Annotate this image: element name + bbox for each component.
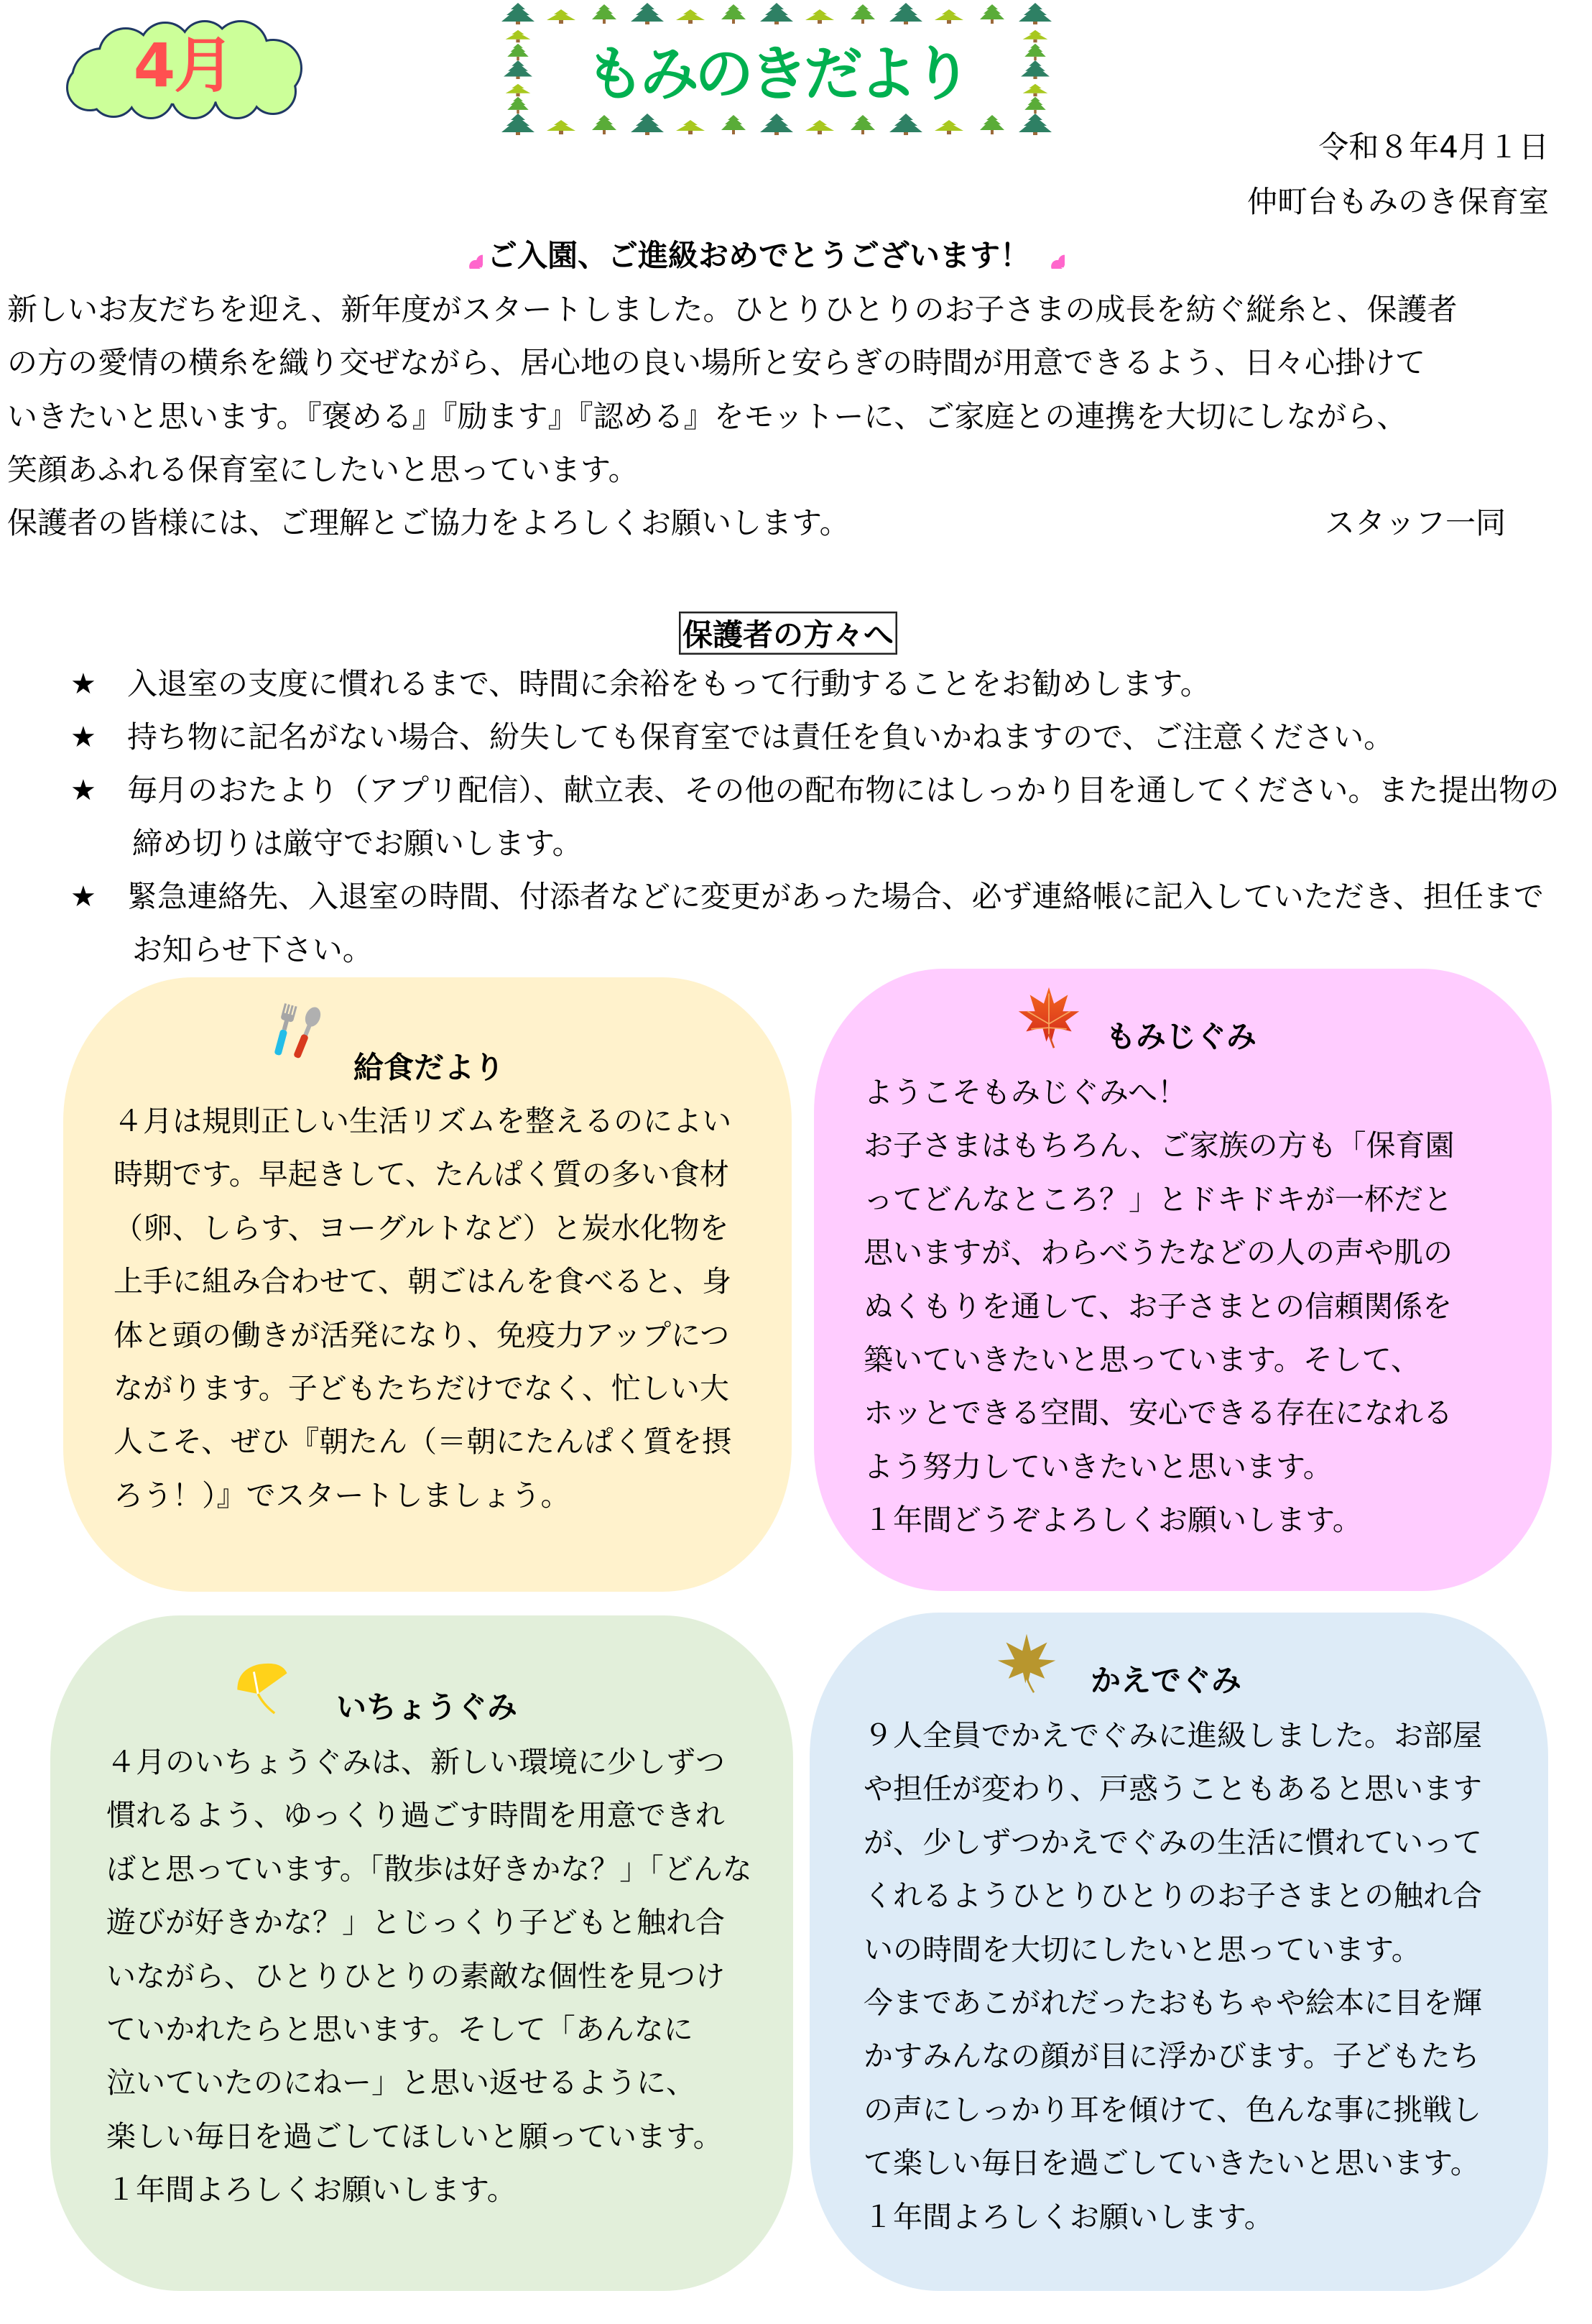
text-line: 思いますが、わらべうたなどの人の声や肌の	[864, 1235, 1453, 1271]
text-line: ようこそもみじぐみへ！	[864, 1075, 1188, 1110]
text-line: くれるようひとりひとりのお子さまとの触れ合	[864, 1878, 1482, 1914]
section-body	[114, 1094, 731, 1522]
section-title: 給食だより	[353, 1050, 505, 1085]
text-line: や担任が変わり、戸惑うこともあると思います	[864, 1771, 1482, 1807]
fork-spoon-icon	[261, 1002, 324, 1066]
text-line: いきたいと思います。『褒める』『励ます』『認める』をモットーに、ご家庭との連携を大切にしながら、	[7, 398, 1407, 434]
text-line: 遊びが好きかな？」とじっくり子どもと触れ合	[106, 1905, 725, 1940]
notice-text: お知らせ下さい。	[132, 932, 373, 967]
text-line: ってどんなところ？」とドキドキが一杯だと	[864, 1181, 1453, 1217]
sakura-flower-icon	[453, 239, 483, 269]
text-line: １年間よろしくお願いします。	[864, 2199, 1274, 2234]
text-line: （卵、しらす、ヨーグルトなど）と炭水化物を	[114, 1210, 729, 1245]
section-body	[106, 1735, 752, 2217]
text-line: １年間よろしくお願いします。	[106, 2172, 517, 2208]
text-line: ９人全員でかえでぐみに進級しました。お部屋	[864, 1718, 1482, 1753]
text-line: ていかれたらと思います。そして「あんなに	[106, 2011, 693, 2047]
date-block	[1247, 121, 1549, 230]
text-line: かすみんなの顔が目に浮かびます。子どもたち	[864, 2039, 1480, 2074]
section-icho	[50, 1615, 793, 2291]
text-line: 今まであこがれだったおもちゃや絵本に目を輝	[864, 1985, 1482, 2020]
star-bullet-icon: ★	[70, 721, 96, 754]
text-line: ばと思っています。「散歩は好きかな？」「どんな	[106, 1851, 752, 1886]
text-line: 楽しい毎日を過ごしてほしいと願っています。	[106, 2118, 723, 2154]
section-lunch	[63, 977, 792, 1592]
section-body	[864, 1066, 1454, 1547]
section-title: いちょうぐみ	[336, 1689, 518, 1725]
text-line-with-signature	[7, 497, 1506, 550]
text-line: 泣いていたのにねー」と思い返せるように、	[106, 2065, 695, 2101]
notice-text: 締め切りは厳守でお願いします。	[132, 826, 583, 861]
star-bullet-icon: ★	[70, 880, 96, 913]
text-line: 時期です。早起きして、たんぱく質の多い食材	[114, 1157, 729, 1192]
section-momiji	[814, 969, 1552, 1591]
notice-text: 入退室の支度に慣れるまで、時間に余裕をもって行動することをお勧めします。	[127, 666, 1211, 701]
red-maple-leaf-icon	[1017, 985, 1080, 1050]
text-line: ４月は規則正しい生活リズムを整えるのによい	[114, 1104, 732, 1138]
text-line: 慣れるよう、ゆっくり過ごす時間を用意できれ	[106, 1798, 725, 1833]
newsletter-title: もみのきだより	[585, 40, 968, 109]
gold-maple-leaf-icon	[996, 1631, 1057, 1694]
text-line: ろう！）』でスタートしましょう。	[114, 1477, 570, 1513]
greeting-paragraph	[7, 283, 1506, 550]
section-title: もみじぐみ	[1106, 1019, 1257, 1054]
notice-list	[0, 658, 1592, 977]
text-line: いの時間を大切にしたいと思っています。	[864, 1932, 1421, 1967]
notice-item	[0, 764, 1592, 870]
star-bullet-icon: ★	[70, 668, 96, 701]
text-line: が、少しずつかえでぐみの生活に慣れていって	[864, 1825, 1482, 1860]
text-line: 築いていきたいと思っています。そして、	[864, 1342, 1420, 1377]
issue-date: 令和８年4月１日	[1318, 129, 1549, 165]
signature: スタッフ一同	[1324, 505, 1506, 540]
notice-item	[0, 870, 1592, 977]
notice-text: 緊急連絡先、入退室の時間、付添者などに変更があった場合、必ず連絡帳に記入していただき、担任まで	[127, 879, 1544, 914]
text-line: 笑顔あふれる保育室にしたいと思っています。	[7, 451, 639, 487]
notice-text: 毎月のおたより（アプリ配信）、献立表、その他の配布物にはしっかり目を通してください。また提出物の	[127, 773, 1560, 808]
notice-text: 持ち物に記名がない場合、紛失しても保育室では責任を負いかねますので、ご注意ください。	[127, 719, 1394, 755]
text-line: ４月のいちょうぐみは、新しい環境に少しずつ	[106, 1745, 725, 1779]
notice-item	[0, 711, 1592, 764]
text-line: 体と頭の働きが活発になり、免疫力アップにつ	[114, 1317, 730, 1352]
text-line: いながら、ひとりひとりの素敵な個性を見つけ	[106, 1958, 725, 1993]
text-line: て楽しい毎日を過ごしていきたいと思います。	[864, 2146, 1480, 2181]
section-kaede	[810, 1613, 1548, 2291]
notice-item	[0, 658, 1592, 711]
text-line: の方の愛情の横糸を織り交ぜながら、居心地の良い場所と安らぎの時間が用意できるよう、日々心掛けて	[7, 345, 1426, 381]
star-bullet-icon: ★	[70, 774, 96, 807]
section-title: かえでぐみ	[1091, 1663, 1242, 1698]
text-line: ながります。子どもたちだけでなく、忙しい大	[114, 1370, 729, 1406]
sakura-flower-icon	[1035, 239, 1065, 269]
organization-name: 仲町台もみのき保育室	[1246, 184, 1549, 219]
text-line: 保護者の皆様には、ご理解とご協力をよろしくお願いします。	[7, 505, 850, 540]
greeting-heading-text: ご入園、ご進級おめでとうございます！	[487, 238, 1031, 273]
month-badge	[57, 19, 309, 120]
section-body	[864, 1709, 1482, 2244]
text-line: 人こそ、ぜひ『朝たん（＝朝にたんぱく質を摂	[114, 1424, 732, 1460]
notice-heading: 保護者の方々へ	[679, 612, 897, 655]
ginkgo-leaf-icon	[233, 1662, 289, 1715]
text-line: １年間どうぞよろしくお願いします。	[864, 1503, 1362, 1538]
text-line: の声にしっかり耳を傾けて、色んな事に挑戦し	[864, 2092, 1482, 2127]
text-line: ぬくもりを通して、お子さまとの信頼関係を	[864, 1288, 1453, 1324]
text-line: ホッとできる空間、安心できる存在になれる	[864, 1396, 1453, 1431]
text-line: お子さまはもちろん、ご家族の方も「保育園	[864, 1128, 1455, 1163]
month-label: 4月	[133, 30, 233, 101]
title-frame	[501, 3, 1052, 135]
text-line: よう努力していきたいと思います。	[864, 1449, 1333, 1484]
greeting-heading	[453, 237, 1065, 273]
text-line: 新しいお友だちを迎え、新年度がスタートしました。ひとりひとりのお子さまの成長を紡ぐ縦糸と、保護者	[7, 292, 1458, 327]
text-line: 上手に組み合わせて、朝ごはんを食べると、身	[114, 1264, 732, 1299]
